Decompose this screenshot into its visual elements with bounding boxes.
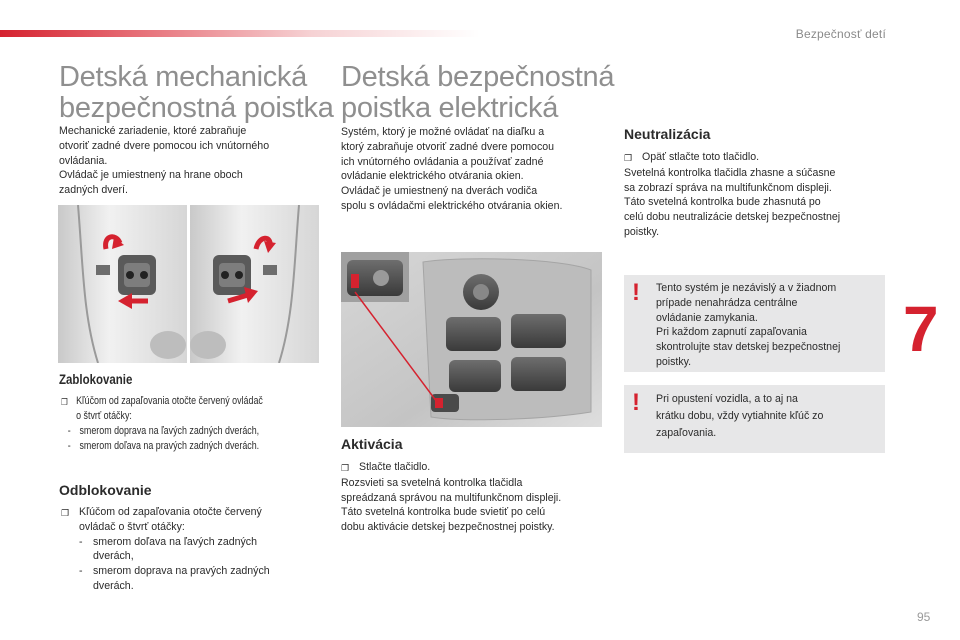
text-line: Rozsvieti sa svetelná kontrolka tlačidla: [341, 476, 523, 489]
intro-line: spolu s ovládačmi elektrického otvárania okien.: [341, 199, 563, 212]
list-subitem: [61, 424, 338, 439]
intro-line: Ovládač je umiestnený na hrane oboch: [59, 169, 243, 182]
list-subitem: [61, 564, 321, 594]
text-line: ovládanie zamykania.: [656, 311, 758, 324]
list-item: [61, 394, 338, 424]
list-item-text: [76, 394, 263, 424]
unlock-steps: [61, 505, 321, 594]
intro-line: ktorý zabraňuje otvoriť zadné dvere pomocou: [341, 140, 555, 153]
text-line: poistky.: [624, 225, 660, 238]
title-line: Detská mechanická: [59, 61, 307, 93]
exclamation-icon: !: [632, 389, 640, 416]
text-line: krátku dobu, vždy vytiahnite kľúč zo: [656, 410, 824, 422]
mechanical-lock-title: [59, 62, 334, 124]
text-line: smerom doľava na ľavých zadných: [93, 535, 257, 548]
intro-line: otvoriť zadné dvere pomocou ich vnútorného: [59, 139, 270, 152]
text-line: o štvrť otáčky:: [76, 410, 132, 422]
text-line: poistky.: [656, 355, 692, 368]
door-lock-photo: [58, 205, 319, 363]
list-subitem: [61, 439, 338, 454]
list-item: [61, 505, 321, 535]
square-bullet-icon: ❐: [61, 397, 68, 407]
text-line: Pri každom zapnutí zapaľovania: [656, 326, 807, 339]
unlock-heading: Odblokovanie: [59, 482, 152, 498]
dash-icon: -: [67, 440, 71, 452]
text-line: dverách.: [93, 579, 134, 592]
text-line: Tento systém je nezávislý a v žiadnom: [656, 282, 837, 294]
text-line: dverách,: [93, 550, 134, 563]
text-line: celú dobu neutralizácie detskej bezpečnostnej: [624, 211, 841, 224]
text-line: prípade nenahrádza centrálne: [656, 296, 798, 309]
text-line: zapaľovania.: [656, 427, 717, 439]
square-bullet-icon: ❐: [61, 508, 70, 518]
electric-lock-title: [341, 62, 614, 124]
page-number: 95: [917, 610, 931, 624]
text-line: sa zobrazí správa na multifunkčnom displeji.: [624, 181, 832, 194]
title-line: poistka elektrická: [341, 92, 559, 124]
text-line: dobu aktivácie detskej bezpečnostnej poistky.: [341, 521, 555, 534]
intro-line: Systém, ktorý je možné ovládať na diaľku a: [341, 126, 545, 138]
list-item: [341, 460, 611, 476]
intro-line: zadných dverí.: [59, 184, 128, 197]
note-text: [656, 281, 886, 370]
lock-heading: Zablokovanie: [59, 371, 133, 387]
text-line: ovládač o štvrť otáčky:: [79, 520, 185, 533]
title-line: bezpečnostná poistka: [59, 92, 334, 124]
note-independent-system: [624, 275, 885, 372]
text-line: Kľúčom od zapaľovania otočte červený ovládač: [76, 395, 263, 407]
dash-icon: -: [79, 565, 83, 578]
list-item-text: Opäť stlačte toto tlačidlo.: [642, 151, 760, 163]
dash-icon: -: [67, 425, 71, 437]
chapter-number: 7: [903, 293, 939, 365]
intro-line: ich vnútorného ovládania a používať zadné: [341, 155, 544, 168]
text-line: spreádzaná správou na multifunkčnom displeji.: [341, 491, 562, 504]
intro-line: Mechanické zariadenie, ktoré zabraňuje: [59, 125, 247, 137]
exclamation-icon: !: [632, 279, 640, 306]
text-line: skontrolujte stav detskej bezpečnostnej: [656, 341, 841, 354]
intro-line: ovládanie elektrického otvárania okien.: [341, 170, 524, 183]
header-accent-bar: [0, 30, 480, 37]
list-item: [624, 150, 894, 166]
intro-line: ovládania.: [59, 154, 108, 167]
square-bullet-icon: ❐: [624, 153, 633, 163]
text-line: Pri opustení vozidla, a to aj na: [656, 393, 798, 405]
lock-steps: [61, 394, 338, 454]
text-line: smerom doprava na pravých zadných: [93, 565, 270, 578]
title-line: Detská bezpečnostná: [341, 61, 615, 93]
note-remove-key: [624, 385, 885, 453]
text-line: Táto svetelná kontrolka bude zhasnutá po: [624, 196, 821, 209]
note-text: [656, 391, 886, 442]
section-title: Bezpečnosť detí: [795, 27, 886, 41]
dash-icon: -: [79, 535, 83, 548]
list-subitem-text: [93, 535, 257, 565]
neutralization-steps: [624, 150, 894, 240]
neutralization-heading: Neutralizácia: [624, 126, 711, 142]
text-line: Kľúčom od zapaľovania otočte červený: [79, 506, 262, 518]
text-line: smerom doprava na ľavých zadných dverách,: [79, 425, 260, 437]
intro-line: Ovládač je umiestnený na dverách vodiča: [341, 185, 538, 198]
text-line: Táto svetelná kontrolka bude svietiť po celú: [341, 506, 546, 519]
mechanical-intro: [59, 124, 319, 198]
list-item-text: [79, 505, 262, 535]
text-line: smerom doľava na pravých zadných dverách.: [79, 440, 260, 452]
electric-intro: [341, 125, 611, 214]
list-subitem: [61, 535, 321, 565]
list-subitem-text: [93, 564, 270, 594]
activation-heading: Aktivácia: [341, 436, 403, 452]
square-bullet-icon: ❐: [341, 463, 350, 473]
text-line: Svetelná kontrolka tlačidla zhasne a súčasne: [624, 166, 836, 179]
list-item-text: Stlačte tlačidlo.: [359, 461, 431, 473]
window-switch-panel-photo: [341, 252, 602, 427]
activation-steps: [341, 460, 611, 535]
